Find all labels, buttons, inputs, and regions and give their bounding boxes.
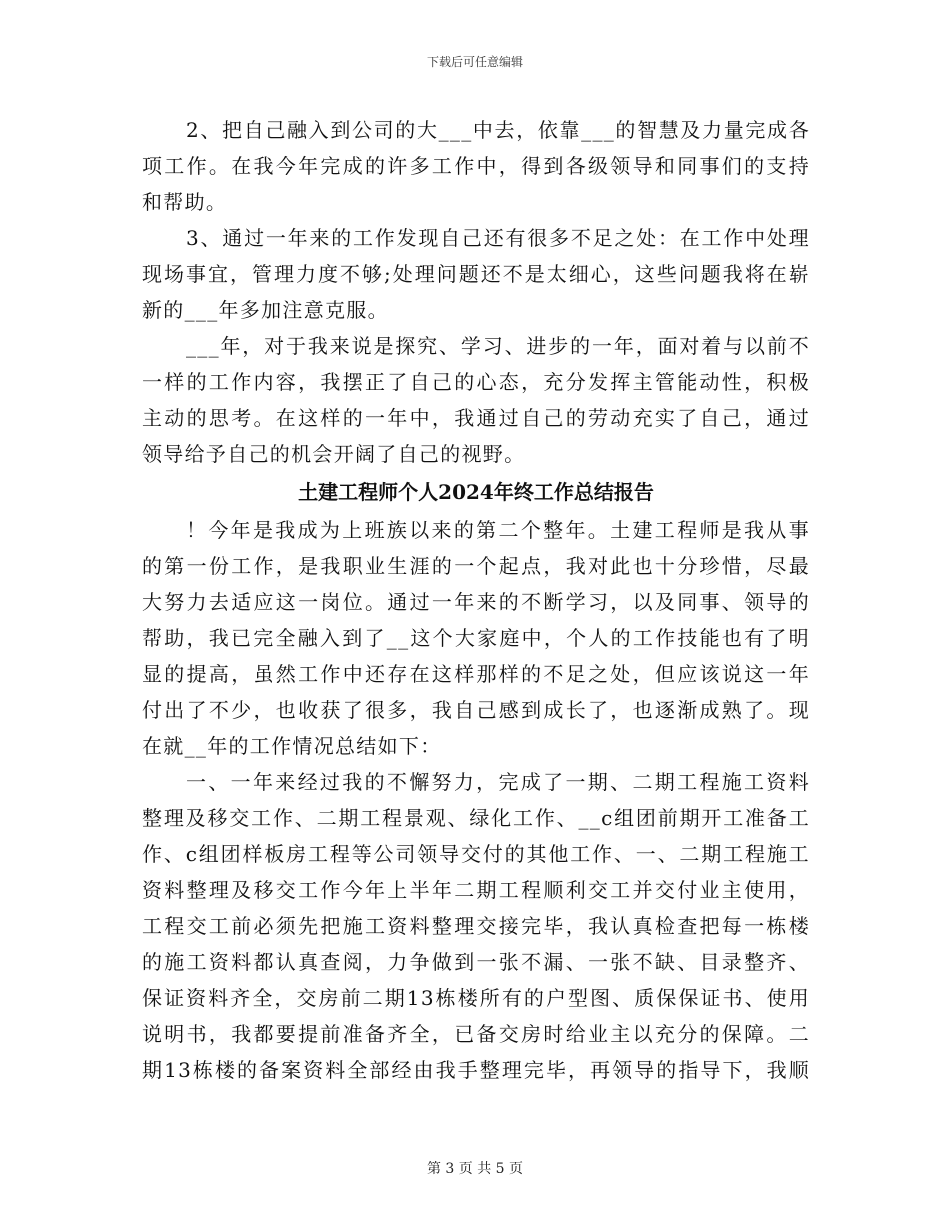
text-line: 的第一份工作，是我职业生涯的一个起点，我对此也十分珍惜，尽最 xyxy=(142,554,810,578)
text-line: 保证资料齐全，交房前二期13栋楼所有的户型图、质保保证书、使用 xyxy=(142,986,810,1010)
text-line: 的施工资料都认真查阅，力争做到一张不漏、一张不缺、目录整齐、 xyxy=(142,950,810,974)
text-line: 付出了不少，也收获了很多，我自己感到成长了，也逐渐成熟了。现 xyxy=(142,698,810,722)
text-line: 现场事宜，管理力度不够;处理问题还不是太细心，这些问题我将在崭 xyxy=(142,262,810,286)
text-line: 3、通过一年来的工作发现自己还有很多不足之处：在工作中处理 xyxy=(186,226,810,250)
text-line: 工程交工前必须先把施工资料整理交接完毕，我认真检查把每一栋楼 xyxy=(142,914,810,938)
text-line: 主动的思考。在这样的一年中，我通过自己的劳动充实了自己，通过 xyxy=(142,406,810,430)
page-header-note: 下载后可任意编辑 xyxy=(426,55,523,69)
text-line: 项工作。在我今年完成的许多工作中，得到各级领导和同事们的支持 xyxy=(142,154,810,178)
text-line: 新的___年多加注意克服。 xyxy=(142,298,389,322)
page-number: 第 3 页 共 5 页 xyxy=(426,1161,524,1177)
text-line: 显的提高，虽然工作中还存在这样那样的不足之处，但应该说这一年 xyxy=(142,662,810,686)
text-line: ___年，对于我来说是探究、学习、进步的一年，面对着与以前不 xyxy=(186,334,810,358)
text-line: 资料整理及移交工作今年上半年二期工程顺利交工并交付业主使用， xyxy=(142,878,810,902)
text-line: 作、c组团样板房工程等公司领导交付的其他工作、一、二期工程施工 xyxy=(142,842,810,866)
text-line: 领导给予自己的机会开阔了自己的视野。 xyxy=(142,442,526,466)
text-line: 在就__年的工作情况总结如下： xyxy=(142,734,442,758)
text-line: ！今年是我成为上班族以来的第二个整年。土建工程师是我从事 xyxy=(186,518,810,542)
text-line: 和帮助。 xyxy=(142,190,228,214)
text-line: 说明书，我都要提前准备齐全，已备交房时给业主以充分的保障。二 xyxy=(142,1022,810,1046)
document-body xyxy=(142,112,810,1088)
text-line: 一、一年来经过我的不懈努力，完成了一期、二期工程施工资料 xyxy=(186,770,810,794)
text-line: 整理及移交工作、二期工程景观、绿化工作、__c组团前期开工准备工 xyxy=(142,806,810,830)
text-line: 帮助，我已完全融入到了__这个大家庭中，个人的工作技能也有了明 xyxy=(142,626,810,650)
text-line: 一样的工作内容，我摆正了自己的心态，充分发挥主管能动性，积极 xyxy=(142,370,810,394)
text-line: 2、把自己融入到公司的大___中去，依靠___的智慧及力量完成各 xyxy=(186,118,810,142)
text-line: 大努力去适应这一岗位。通过一年来的不断学习，以及同事、领导的 xyxy=(142,590,810,614)
document-title: 土建工程师个人2024年终工作总结报告 xyxy=(298,480,654,504)
text-line: 期13栋楼的备案资料全部经由我手整理完毕，再领导的指导下，我顺 xyxy=(142,1058,810,1082)
